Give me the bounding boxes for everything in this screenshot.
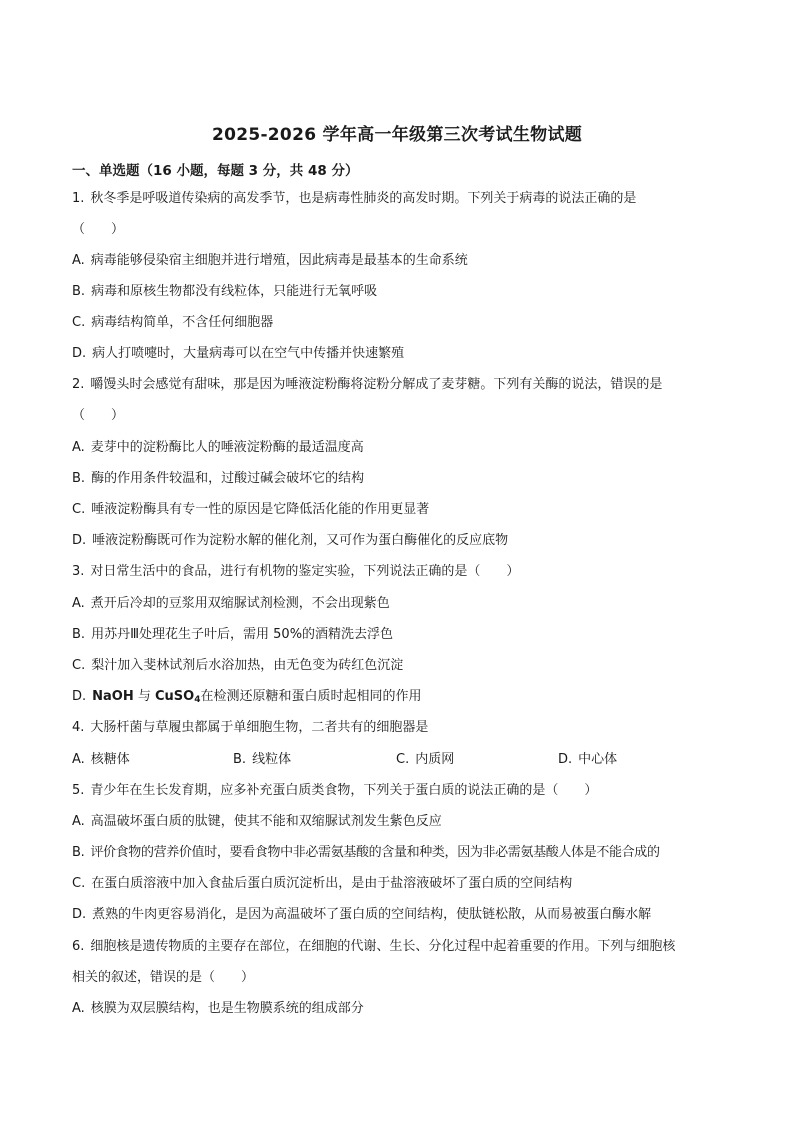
question-6-stem <box>72 938 675 956</box>
option-text: 评价食物的营养价值时，要看食物中非必需氨基酸的含量和种类，因为非必需氨基酸人体是不能合成的 <box>90 845 660 860</box>
question-3-option-b <box>72 626 393 644</box>
question-5-stem <box>72 782 597 800</box>
option-letter: D. <box>72 689 87 704</box>
question-number: 3. <box>72 564 85 579</box>
option-text: 内质网 <box>415 752 455 767</box>
question-4-stem <box>72 719 428 737</box>
question-2-option-a <box>72 439 364 457</box>
question-4-option-c <box>396 751 454 769</box>
question-5-option-c <box>72 875 572 893</box>
question-4-option-d <box>558 751 617 769</box>
option-text: 核糖体 <box>90 752 130 767</box>
option-letter: D. <box>72 907 87 922</box>
question-2-option-d <box>72 532 508 550</box>
formula-naoh: NaOH <box>92 689 134 704</box>
option-text: 唾液淀粉酶既可作为淀粉水解的催化剂，又可作为蛋白酶催化的反应底物 <box>92 533 509 548</box>
question-number: 5. <box>72 783 85 798</box>
option-connector: 与 <box>133 689 156 704</box>
option-text: 高温破坏蛋白质的肽键，使其不能和双缩脲试剂发生紫色反应 <box>90 814 442 829</box>
option-letter: C. <box>72 658 86 673</box>
option-letter: B. <box>72 471 86 486</box>
question-4-option-b <box>233 751 291 769</box>
option-letter: D. <box>72 533 87 548</box>
option-letter: C. <box>396 752 410 767</box>
option-text: 病人打喷嚏时，大量病毒可以在空气中传播并快速繁殖 <box>92 346 405 361</box>
question-2-option-b <box>72 470 364 488</box>
option-text: 唾液淀粉酶具有专一性的原因是它降低活化能的作用更显著 <box>91 502 430 517</box>
question-number: 4. <box>72 720 85 735</box>
question-1-option-d <box>72 345 404 363</box>
option-text: 在蛋白质溶液中加入食盐后蛋白质沉淀析出，是由于盐溶液破坏了蛋白质的空间结构 <box>91 876 573 891</box>
option-letter: B. <box>72 627 86 642</box>
question-1-option-c <box>72 314 273 332</box>
section-heading: 一、单选题（16 小题，每题 3 分，共 48 分） <box>72 163 359 179</box>
question-3-stem <box>72 563 519 581</box>
option-text: 线粒体 <box>252 752 292 767</box>
question-number: 2. <box>72 377 85 392</box>
question-text: 对日常生活中的食品，进行有机物的鉴定实验，下列说法正确的是（ ） <box>90 564 520 579</box>
option-letter: B. <box>72 284 86 299</box>
option-letter: A. <box>72 253 85 268</box>
page-title: 2025-2026 学年高一年级第三次考试生物试题 <box>211 125 583 145</box>
question-text: 嚼馒头时会感觉有甜味，那是因为唾液淀粉酶将淀粉分解成了麦芽糖。下列有关酶的说法，错误的是 <box>90 377 663 392</box>
option-letter: A. <box>72 440 85 455</box>
question-2-option-c <box>72 501 429 519</box>
formula-subscript: 4 <box>194 695 201 705</box>
question-3-option-a <box>72 595 390 613</box>
option-letter: B. <box>233 752 247 767</box>
option-letter: A. <box>72 814 85 829</box>
option-text: 病毒和原核生物都没有线粒体，只能进行无氧呼吸 <box>91 284 378 299</box>
formula-cuso4 <box>155 689 200 704</box>
question-6-stem-continued: 相关的叙述，错误的是（ ） <box>72 970 255 985</box>
option-text: 核膜为双层膜结构，也是生物膜系统的组成部分 <box>90 1001 364 1016</box>
question-6-option-a <box>72 1000 364 1018</box>
question-5-option-b <box>72 844 660 862</box>
question-2-blank: （ ） <box>72 408 125 423</box>
question-number: 6. <box>72 939 85 954</box>
question-text: 青少年在生长发育期，应多补充蛋白质类食物，下列关于蛋白质的说法正确的是（ ） <box>90 783 598 798</box>
option-letter: A. <box>72 752 85 767</box>
question-5-option-a <box>72 813 442 831</box>
question-1-option-a <box>72 252 468 270</box>
option-letter: D. <box>72 346 87 361</box>
question-1-blank: （ ） <box>72 222 125 237</box>
option-letter: D. <box>558 752 573 767</box>
question-1-option-b <box>72 283 377 301</box>
option-letter: B. <box>72 845 85 860</box>
question-text: 大肠杆菌与草履虫都属于单细胞生物，二者共有的细胞器是 <box>90 720 429 735</box>
question-2-stem <box>72 376 662 394</box>
option-letter: A. <box>72 596 85 611</box>
option-text: 病毒能够侵染宿主细胞并进行增殖，因此病毒是最基本的生命系统 <box>90 253 468 268</box>
question-1-stem <box>72 190 636 208</box>
option-text: 中心体 <box>578 752 618 767</box>
option-text: 酶的作用条件较温和，过酸过碱会破坏它的结构 <box>91 471 365 486</box>
question-3-option-d <box>72 688 422 709</box>
option-text: 煮熟的牛肉更容易消化，是因为高温破坏了蛋白质的空间结构，使肽链松散，从而易被蛋白酶水解 <box>92 907 652 922</box>
option-text: 梨汁加入斐林试剂后水浴加热，由无色变为砖红色沉淀 <box>91 658 404 673</box>
option-text: 用苏丹Ⅲ处理花生子叶后，需用 50%的酒精洗去浮色 <box>91 627 394 642</box>
question-3-option-c <box>72 657 403 675</box>
option-letter: C. <box>72 502 86 517</box>
option-text: 麦芽中的淀粉酶比人的唾液淀粉酶的最适温度高 <box>90 440 364 455</box>
question-5-option-d <box>72 906 651 924</box>
question-number: 1. <box>72 191 85 206</box>
option-text: 病毒结构简单，不含任何细胞器 <box>91 315 274 330</box>
option-letter: C. <box>72 315 86 330</box>
option-letter: C. <box>72 876 86 891</box>
question-text: 细胞核是遗传物质的主要存在部位，在细胞的代谢、生长、分化过程中起着重要的作用。下列与细胞核 <box>90 939 676 954</box>
question-text: 秋冬季是呼吸道传染病的高发季节，也是病毒性肺炎的高发时期。下列关于病毒的说法正确的是 <box>90 191 637 206</box>
option-letter: A. <box>72 1001 85 1016</box>
formula-cuso: CuSO <box>155 689 195 704</box>
option-text: 煮开后冷却的豆浆用双缩脲试剂检测，不会出现紫色 <box>90 596 390 611</box>
question-4-option-a <box>72 751 130 769</box>
option-text: 在检测还原糖和蛋白质时起相同的作用 <box>200 689 422 704</box>
